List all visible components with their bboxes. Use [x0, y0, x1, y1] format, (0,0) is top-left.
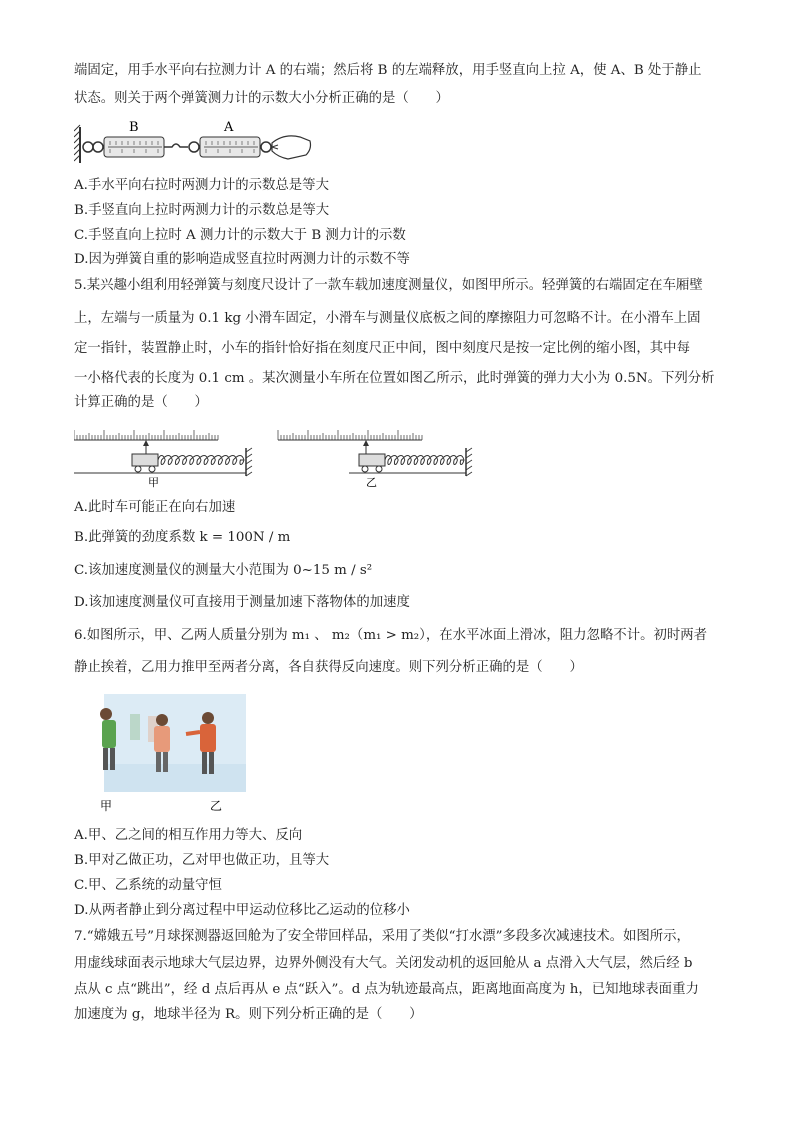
- label-jia-6: 甲: [100, 799, 113, 813]
- q6-option-b: B.甲对乙做正功，乙对甲也做正功，且等大: [74, 853, 330, 868]
- spring-coil: [385, 456, 464, 465]
- label-yi-5: 乙: [366, 476, 377, 488]
- q4-stem-line-2: 状态。则关于两个弹簧测力计的示数大小分析正确的是（ ）: [74, 91, 449, 106]
- label-b: B: [129, 120, 139, 135]
- q5-option-c: C.该加速度测量仪的测量大小范围为 0~15 m / s²: [74, 563, 373, 578]
- q5-stem-line-2: 上，左端与一质量为 0.1 kg 小滑车固定，小滑车与测量仪底板之间的摩擦阻力可忽略不计。在小滑车上固: [74, 311, 701, 326]
- q6-option-c: C.甲、乙系统的动量守恒: [74, 878, 222, 893]
- q7-stem-line-1: 7.“嫦娥五号”月球探测器返回舱为了安全带回样品，采用了类似“打水漂”多段多次减速技术。如图所示，: [74, 929, 690, 944]
- q6-option-d: D.从两者静止到分离过程中甲运动位移比乙运动的位移小: [74, 903, 410, 918]
- q5-stem-line-1: 5.某兴趣小组利用轻弹簧与刻度尺设计了一款车载加速度测量仪，如图甲所示。轻弹簧的右端固定在车厢壁: [74, 278, 703, 293]
- label-jia-5: 甲: [148, 476, 159, 488]
- q7-stem-line-2: 用虚线球面表示地球大气层边界，边界外侧没有大气。关闭发动机的返回舱从 a 点滑入大气层，然后经 b: [74, 956, 693, 971]
- label-yi-6: 乙: [210, 799, 223, 813]
- q5-option-d: D.该加速度测量仪可直接用于测量加速下落物体的加速度: [74, 595, 410, 610]
- hand-icon: [272, 136, 311, 159]
- label-a: A: [224, 120, 234, 135]
- q6-stem-line-2: 静止挨着，乙用力推甲至两者分离，各自获得反向速度。则下列分析正确的是（ ）: [74, 660, 583, 675]
- skaters-figure: [100, 694, 248, 814]
- q4-option-c: C.手竖直向上拉时 A 测力计的示数大于 B 测力计的示数: [74, 228, 406, 243]
- q4-option-a: A.手水平向右拉时两测力计的示数总是等大: [74, 178, 329, 193]
- q4-option-d: D.因为弹簧自重的影响造成竖直拉时两测力计的示数不等: [74, 252, 410, 267]
- q5-option-b: B.此弹簧的劲度系数 k = 100N / m: [74, 530, 291, 545]
- q5-stem-line-3: 定一指针，装置静止时，小车的指针恰好指在刻度尺正中间，图中刻度尺是按一定比例的缩小图，其中每: [74, 341, 690, 356]
- q5-stem-line-5: 计算正确的是（ ）: [74, 395, 208, 410]
- q5-option-a: A.此时车可能正在向右加速: [74, 500, 236, 515]
- q5-stem-line-4: 一小格代表的长度为 0.1 cm 。某次测量小车所在位置如图乙所示，此时弹簧的弹力大小为 0.5N。下列分析: [74, 371, 715, 386]
- q6-option-a: A.甲、乙之间的相互作用力等大、反向: [74, 828, 303, 843]
- q4-stem-line-1: 端固定，用手水平向右拉测力计 A 的右端；然后将 B 的左端释放，用手竖直向上拉 A，使 A、B 处于静止: [74, 63, 702, 78]
- q7-stem-line-4: 加速度为 g，地球半径为 R。则下列分析正确的是（ ）: [74, 1007, 423, 1022]
- spring-coil: [158, 456, 244, 465]
- accelerometer-figure: [74, 418, 474, 488]
- q4-option-b: B.手竖直向上拉时两测力计的示数总是等大: [74, 203, 330, 218]
- q6-stem-line-1: 6.如图所示，甲、乙两人质量分别为 m₁ 、 m₂（m₁ > m₂），在水平冰面上滑冰，阻力忽略不计。初时两者: [74, 628, 708, 643]
- spring-scales-figure: [74, 115, 314, 170]
- q7-stem-line-3: 点从 c 点“跳出”，经 d 点后再从 e 点“跃入”。d 点为轨迹最高点，距离地面高度为 h，已知地球表面重力: [74, 982, 699, 997]
